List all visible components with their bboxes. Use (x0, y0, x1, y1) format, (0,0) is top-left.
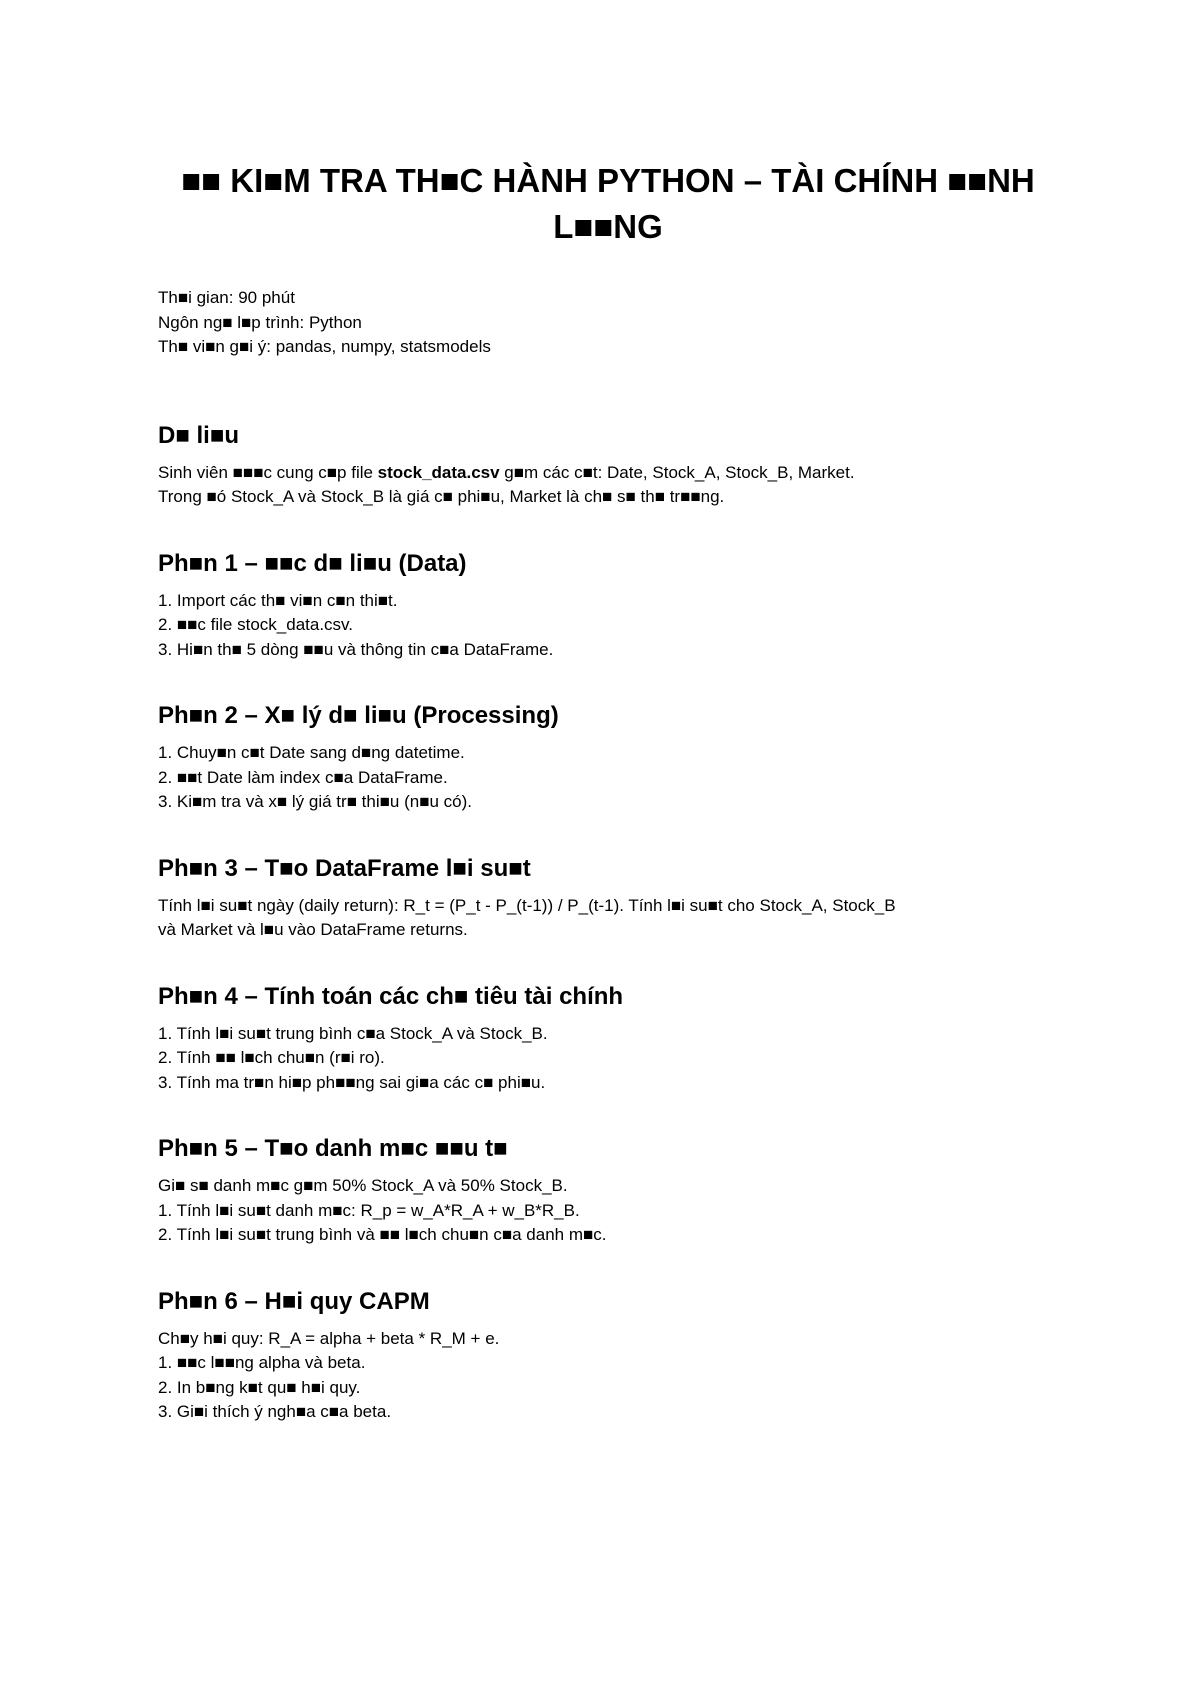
section-heading: Ph■n 6 – H■i quy CAPM (158, 1287, 430, 1315)
section-line: 2. ■■c file stock_data.csv. (158, 615, 354, 634)
exam-sections (158, 548, 1058, 1425)
section-line: Gi■ s■ danh m■c g■m 50% Stock_A và 50% Stock_B. (158, 1176, 568, 1195)
section-heading: D■ li■u (158, 421, 239, 449)
meta-language: Ngôn ng■ l■p trình: Python (158, 312, 362, 332)
section-line: 2. In b■ng k■t qu■ h■i quy. (158, 1377, 361, 1397)
data-description-line-1 (158, 461, 1058, 486)
section-line: 2. ■■t Date làm index c■a DataFrame. (158, 767, 448, 787)
page-title: ■■ KI■M TRA TH■C HÀNH PYTHON – TÀI CHÍNH ■■NH L■■NG (181, 162, 1035, 245)
section-heading: Ph■n 2 – X■ lý d■ li■u (Processing) (158, 702, 559, 729)
section-line: 1. Tính l■i su■t trung bình c■a Stock_A và Stock_B. (158, 1023, 548, 1043)
section-line: 1. ■■c l■■ng alpha và beta. (158, 1353, 366, 1372)
section-line: 3. Tính ma tr■n hi■p ph■■ng sai gi■a các c■ phi■u. (158, 1072, 546, 1092)
file-name: stock_data.csv (377, 462, 500, 482)
section-heading: Ph■n 1 – ■■c d■ li■u (Data) (158, 549, 467, 577)
meta-time: Th■i gian: 90 phút (158, 288, 295, 307)
section-part-3 (158, 853, 1058, 943)
section-line: Tính l■i su■t ngày (daily return): R_t = (P_t - P_(t-1)) / P_(t-1). Tính l■i su■t cho Stock_A, Stock_B (158, 895, 896, 915)
section-part-1 (158, 548, 1058, 663)
section-line: 3. Hi■n th■ 5 dòng ■■u và thông tin c■a DataFrame. (158, 639, 554, 659)
section-line: 2. Tính l■i su■t trung bình và ■■ l■ch chu■n c■a danh m■c. (158, 1225, 607, 1244)
section-heading: Ph■n 5 – T■o danh m■c ■■u t■ (158, 1135, 508, 1162)
section-data (158, 420, 1058, 510)
section-line: 3. Gi■i thích ý ngh■a c■a beta. (158, 1402, 392, 1421)
section-line: 2. Tính ■■ l■ch chu■n (r■i ro). (158, 1048, 385, 1067)
text-span: g■m các c■t: Date, Stock_A, Stock_B, Market. (499, 462, 855, 482)
section-part-6 (158, 1286, 1058, 1425)
exam-meta (158, 286, 1058, 360)
document-page (158, 158, 1058, 1425)
section-line: 1. Import các th■ vi■n c■n thi■t. (158, 590, 398, 610)
data-description-line-2: Trong ■ó Stock_A và Stock_B là giá c■ phi■u, Market là ch■ s■ th■ tr■■ng. (158, 487, 725, 506)
section-line: 1. Chuy■n c■t Date sang d■ng datetime. (158, 743, 465, 762)
section-heading: Ph■n 3 – T■o DataFrame l■i su■t (158, 854, 531, 882)
section-line: 3. Ki■m tra và x■ lý giá tr■ thi■u (n■u có). (158, 792, 472, 811)
section-part-2 (158, 700, 1058, 815)
text-span: Sinh viên ■■■c cung c■p file (158, 462, 378, 482)
section-line: Ch■y h■i quy: R_A = alpha + beta * R_M + e. (158, 1328, 500, 1348)
meta-libraries: Th■ vi■n g■i ý: pandas, numpy, statsmodels (158, 337, 491, 356)
section-part-5 (158, 1133, 1058, 1248)
section-part-4 (158, 981, 1058, 1096)
section-line: 1. Tính l■i su■t danh m■c: R_p = w_A*R_A + w_B*R_B. (158, 1200, 580, 1220)
section-heading: Ph■n 4 – Tính toán các ch■ tiêu tài chính (158, 982, 624, 1010)
section-line: và Market và l■u vào DataFrame returns. (158, 920, 468, 939)
